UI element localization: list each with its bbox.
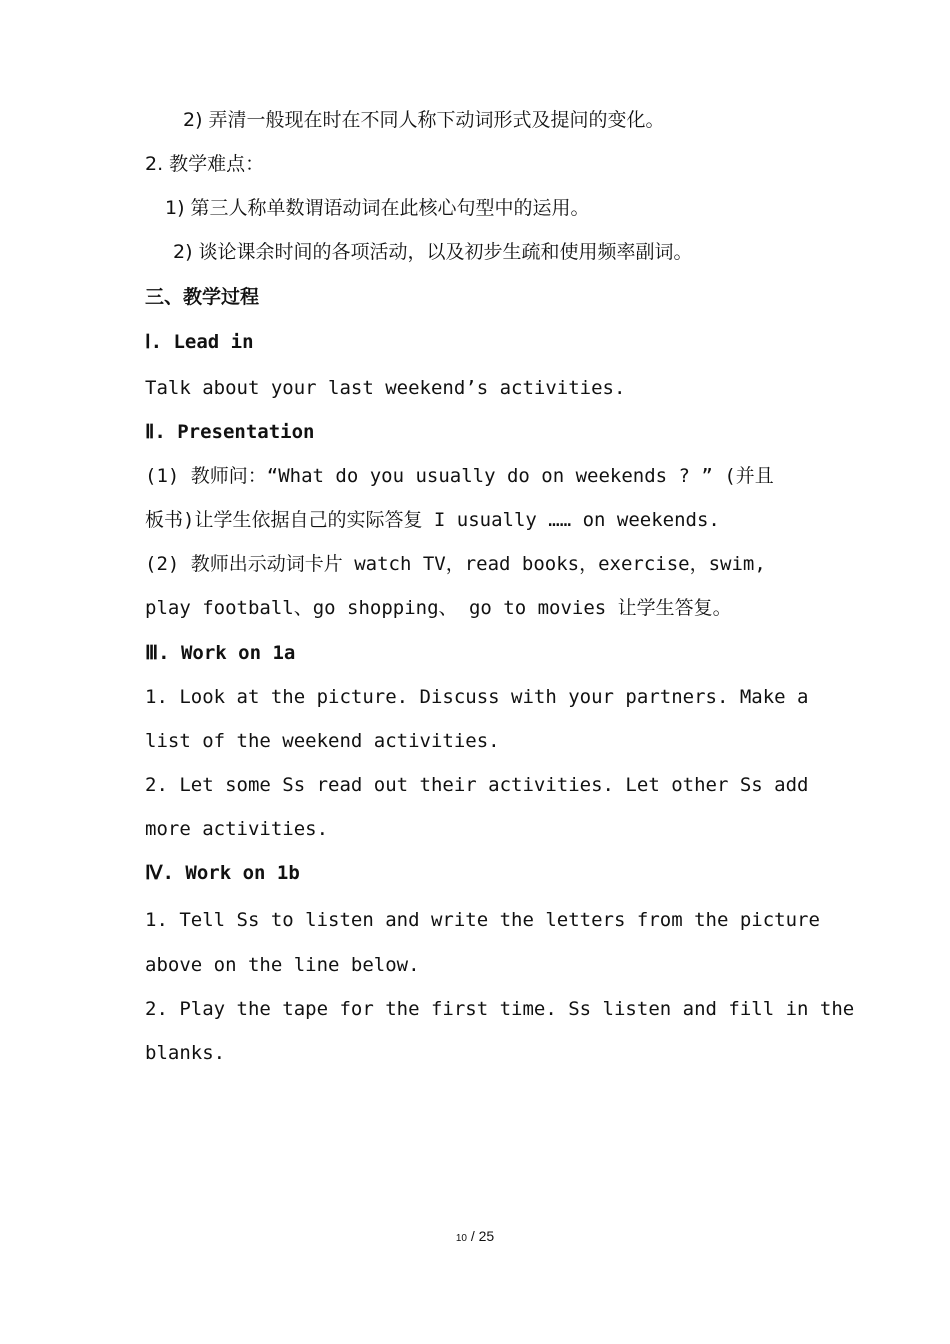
page-separator: / [470, 1228, 475, 1244]
work-1a-text-1b: list of the weekend activities. [145, 730, 500, 752]
difficulty-item-1: 1) 第三人称单数谓语动词在此核心句型中的运用。 [165, 197, 590, 219]
presentation-text-1b: 板书)让学生依据自己的实际答复 I usually …… on weekends. [145, 509, 720, 531]
difficulty-item-2: 2) 谈论课余时间的各项活动，以及初步生疏和使用频率副词。 [173, 241, 693, 263]
work-1a-text-2a: 2. Let some Ss read out their activities. Let other Ss add [145, 774, 809, 796]
difficulty-heading: 2. 教学难点： [145, 153, 265, 175]
step-heading-presentation: Ⅱ. Presentation [145, 421, 315, 443]
section-heading-process: 三、教学过程 [145, 286, 260, 308]
lead-in-text: Talk about your last weekend’s activities. [145, 377, 626, 399]
work-1a-text-1a: 1. Look at the picture. Discuss with your partners. Make a [145, 686, 809, 708]
step-heading-1a: Ⅲ. Work on 1a [145, 642, 296, 664]
presentation-text-1a: (1) 教师问：“What do you usually do on weekends ? ” (并且 [145, 465, 774, 487]
work-1b-text-2a: 2. Play the tape for the first time. Ss listen and fill in the [145, 998, 855, 1020]
work-1b-text-1a: 1. Tell Ss to listen and write the letters from the picture [145, 909, 820, 931]
current-page-number: 10 [455, 1233, 467, 1244]
objective-line-2: 2) 弄清一般现在时在不同人称下动词形式及提问的变化。 [183, 109, 665, 131]
presentation-text-2b: play football、go shopping、 go to movies 让学生答复。 [145, 597, 732, 619]
work-1b-text-1b: above on the line below. [145, 954, 420, 976]
step-heading-1b: Ⅳ. Work on 1b [145, 862, 300, 884]
page-footer [0, 1228, 950, 1244]
work-1b-text-2b: blanks. [145, 1042, 226, 1064]
presentation-text-2a: (2) 教师出示动词卡片 watch TV，read books，exercise，swim, [145, 553, 766, 575]
step-heading-lead-in: Ⅰ. Lead in [145, 331, 254, 353]
work-1a-text-2b: more activities. [145, 818, 329, 840]
total-pages: 25 [478, 1228, 495, 1244]
